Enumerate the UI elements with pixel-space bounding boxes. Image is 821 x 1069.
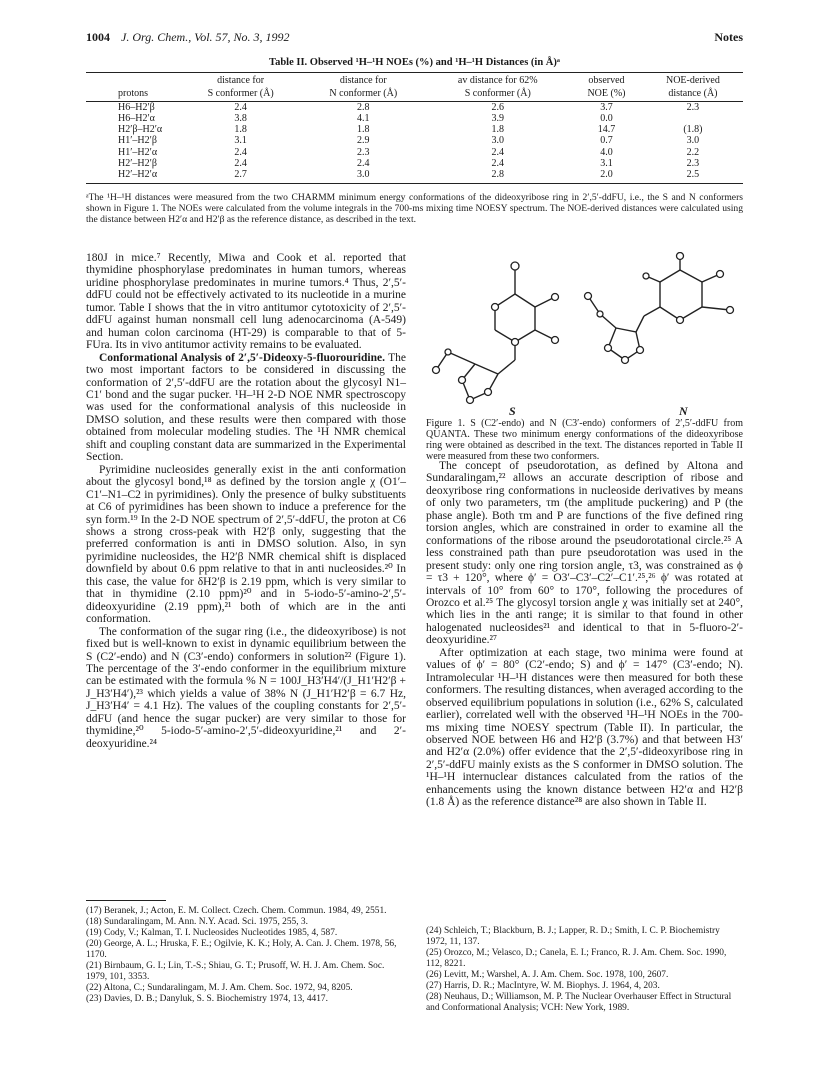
col-header: av distance for 62% bbox=[425, 73, 570, 88]
table-row bbox=[86, 101, 743, 113]
table-header-row-2 bbox=[86, 87, 743, 101]
value-cell: 2.3 bbox=[686, 101, 700, 113]
value-cell: 3.0 bbox=[301, 169, 425, 183]
col-header: N conformer (Å) bbox=[301, 87, 425, 101]
value-cell: 14.7 bbox=[597, 124, 616, 136]
reference: (27) Harris, D. R.; MacIntyre, W. M. Biophys. J. 1964, 4, 203. bbox=[426, 981, 660, 991]
section-heading: Conformational Analysis of 2′,5′-Dideoxy-5-fluorouridine. bbox=[99, 351, 385, 364]
table-row bbox=[86, 113, 743, 124]
value-cell: 1.8 bbox=[357, 124, 370, 136]
reference: (28) Neuhaus, D.; Williamson, M. P. The Nuclear Overhauser Effect in Structural and Conformational Analysis; VCH: New York, 1989. bbox=[426, 992, 732, 1013]
value-cell: 2.0 bbox=[570, 169, 643, 183]
col-header: S conformer (Å) bbox=[180, 87, 301, 101]
reference: (19) Cody, V.; Kalman, T. I. Nucleosides Nucleotides 1985, 4, 587. bbox=[86, 928, 338, 938]
value-cell: 2.4 bbox=[234, 146, 247, 158]
reference: (22) Altona, C.; Sundaralingam, M. J. Am. Chem. Soc. 1972, 94, 8205. bbox=[86, 983, 353, 993]
journal-citation: J. Org. Chem., Vol. 57, No. 3, 1992 bbox=[121, 30, 290, 44]
value-cell: 2.5 bbox=[643, 169, 743, 183]
table-body bbox=[86, 101, 743, 183]
value-cell: 2.7 bbox=[180, 169, 301, 183]
col-header: NOE (%) bbox=[570, 87, 643, 101]
figure-label-s: S bbox=[509, 404, 516, 418]
col-header: NOE-derived bbox=[643, 73, 743, 88]
figure-label-n: N bbox=[679, 404, 688, 418]
col-header: protons bbox=[86, 87, 180, 101]
value-cell: 3.1 bbox=[234, 135, 247, 147]
value-cell: (1.8) bbox=[683, 124, 703, 136]
col-header: distance for bbox=[301, 73, 425, 88]
value-cell: 0.0 bbox=[600, 112, 613, 124]
value-cell: 3.7 bbox=[600, 101, 613, 113]
proton-pair-cell: H1′–H2′α bbox=[118, 146, 158, 158]
proton-pair-cell: H2′–H2′α bbox=[86, 169, 180, 183]
proton-pair-cell: H1′–H2′β bbox=[118, 135, 157, 147]
paragraph bbox=[86, 352, 406, 464]
col-header: distance for bbox=[180, 73, 301, 88]
value-cell: 2.4 bbox=[491, 158, 504, 170]
paragraph: 180J in mice.⁷ Recently, Miwa and Cook et al. reported that thymidine phosphorylase predominates in human tumors, whereas uridine phosphorylase predominates in murine tumors.⁴ Thus, 2′,5′-ddFU could not be effectively activated to its nucleotide in a murine tumor. Table I shows that the in vitro antitumor cytotoxicity of 2′,5′-ddFU against human nonsmall cell lung adenocarcinoma (A-549) and human colon carcinoma (HT-29) is comparable to that of 5-FUra. Its in vivo antitumor activity remains to be evaluated. bbox=[86, 252, 406, 352]
table-header-row-1 bbox=[86, 73, 743, 88]
value-cell: 2.2 bbox=[686, 146, 700, 158]
header-left bbox=[86, 30, 290, 45]
right-column bbox=[426, 460, 743, 809]
footnote-rule bbox=[86, 900, 166, 901]
value-cell: 1.8 bbox=[234, 124, 247, 136]
proton-pair-cell: H2′–H2′β bbox=[118, 158, 157, 170]
table-row bbox=[86, 147, 743, 158]
col-header: observed bbox=[570, 73, 643, 88]
value-cell: 2.4 bbox=[234, 101, 247, 113]
reference: (21) Birnbaum, G. I.; Lin, T.-S.; Shiau, G. T.; Prusoff, W. H. J. Am. Chem. Soc. 1979, 101, 3353. bbox=[86, 961, 385, 982]
value-cell: 4.1 bbox=[357, 112, 370, 124]
value-cell: 3.1 bbox=[600, 158, 613, 170]
col-header bbox=[86, 73, 180, 88]
paragraph: The concept of pseudorotation, as defined by Altona and Sundaralingam,²² allows an accurate description of ribose and deoxyribose ring conformations in nucleoside derivatives by means of only two parameters, τm (the amplitude puckering) and P (the phase angle). Both τm and P are functions of the five defined ring torsion angles, which are constrained in order to examine all the conformations of the ribose around the pseudorotational circle.²⁵ A less constrained path than pure pseudorotation was used in the present study: only one ring torsion angle, τ3, was constrained as ϕ = τ3 + 120°, where ϕ′ = O3′–C3′–C2′–C1′.²⁵,²⁶ ϕ′ was rotated at intervals of 10° from 60° to 170°, following the procedures of Orozco et al.²⁵ The glycosyl torsion angle χ was initially set at 240°, which lies in the anti range; it is similar to that found in other halogenated nucleosides²¹ and identical to that in 5-fluoro-2′-deoxyuridine.²⁷ bbox=[426, 460, 743, 647]
value-cell: 2.3 bbox=[357, 146, 370, 158]
value-cell: 2.9 bbox=[357, 135, 370, 147]
references-right bbox=[426, 926, 743, 1014]
value-cell: 4.0 bbox=[600, 146, 613, 158]
table-row bbox=[86, 124, 743, 135]
reference: (23) Davies, D. B.; Danyluk, S. S. Biochemistry 1974, 13, 4417. bbox=[86, 994, 328, 1004]
table-row bbox=[86, 158, 743, 169]
proton-pair-cell: H6–H2′β bbox=[118, 101, 155, 113]
value-cell: 2.8 bbox=[357, 101, 370, 113]
paragraph: The conformation of the sugar ring (i.e., the dideoxyribose) is not fixed but is well-known to exist in dynamic equilibrium between the S (C2′-endo) and N (C3′-endo) conformers in solution²² (Figure 1). The percentage of the 3′-endo conformer in the equilibrium mixture can be estimated with the formula % N = 100J_H3′H4′/(J_H1′H2′β + J_H3′H4′),²³ which yields a value of 38% N (J_H1′H2′β = 6.7 Hz, J_H3′H4′ = 4.1 Hz). The values of the coupling constants for 2′,5′-ddFU (and hence the sugar pucker) are very similar to those for thymidine,²⁰ 5-iodo-5′-amino-2′,5′-dideoxyuridine,²¹ and 2′-deoxyuridine.²⁴ bbox=[86, 625, 406, 750]
references-left bbox=[86, 906, 406, 1005]
value-cell: 0.7 bbox=[600, 135, 613, 147]
value-cell: 1.8 bbox=[491, 124, 504, 136]
figure-caption: Figure 1. S (C2′-endo) and N (C3′-endo) conformers of 2′,5′-ddFU from QUANTA. These two minimum energy conformations of the dideoxyribose ring were obtained as described in the text. The distances reported in Table II were measured from these two conformers. bbox=[426, 418, 743, 463]
reference: (26) Levitt, M.; Warshel, A. J. Am. Chem. Soc. 1978, 100, 2607. bbox=[426, 970, 669, 980]
running-header bbox=[86, 30, 743, 50]
reference: (18) Sundaralingam, M. Ann. N.Y. Acad. Sci. 1975, 255, 3. bbox=[86, 917, 308, 927]
reference: (24) Schleich, T.; Blackburn, B. J.; Lapper, R. D.; Smith, I. C. P. Biochemistry 1972, 11, 137. bbox=[426, 926, 720, 947]
left-column bbox=[86, 252, 406, 750]
paragraph: After optimization at each stage, two minima were found at values of ϕ′ = 80° (C2′-endo; S) and ϕ′ = 147° (C3′-endo; N). Intramolecular ¹H–¹H distances were then measured for both these conformers. The resulting distances, when averaged according to the observed equilibrium populations in solution (i.e., 62% S, calculated earlier), correlated well with the observed ¹H–¹H NOEs in the 700-ms mixing time NOESY spectrum (Table II). In particular, the observed NOE between H6 and H2′β (3.7%) and that between H3′ and H2′α (2.0%) offer evidence that the 2′,5′-dideoxyribose ring in 2′,5′-ddFU mainly exists as the S conformer in DMSO solution. The ¹H–¹H internuclear distances calculated from the ratios of the enhancements using the known distance between H2′α and H2′β (1.8 Å) as the reference distance²⁸ are also shown in Table II. bbox=[426, 646, 743, 809]
noe-table bbox=[86, 72, 743, 184]
conformer-structures bbox=[420, 252, 750, 422]
value-cell: 2.4 bbox=[491, 146, 504, 158]
value-cell: 3.0 bbox=[491, 135, 504, 147]
reference: (25) Orozco, M.; Velasco, D.; Canela, E. I.; Franco, R. J. Am. Chem. Soc. 1990, 112, 8221. bbox=[426, 948, 727, 969]
table-title: Table II. Observed ¹H–¹H NOEs (%) and ¹H–¹H Distances (in Å)ᵃ bbox=[269, 57, 560, 68]
value-cell: 2.8 bbox=[425, 169, 570, 183]
s-conformer-structure bbox=[436, 270, 555, 400]
value-cell bbox=[643, 113, 743, 124]
proton-pair-cell: H6–H2′α bbox=[118, 112, 155, 124]
col-header: S conformer (Å) bbox=[425, 87, 570, 101]
figure-1 bbox=[420, 252, 750, 432]
reference: (17) Beranek, J.; Acton, E. M. Collect. Czech. Chem. Commun. 1984, 49, 2551. bbox=[86, 906, 387, 916]
value-cell: 3.8 bbox=[234, 112, 247, 124]
paragraph: Pyrimidine nucleosides generally exist in the anti conformation about the glycosyl bond,¹⁸ as defined by the torsion angle χ (O1′–C1′–N1–C2 in pyrimidines). Only the presence of bulky substituents at C6 of pyrimidines has been shown to induce a preference for the syn form.¹⁹ In the 2-D NOE spectrum of 2′,5′-ddFU, the proton at C6 shows a strong cross-peak with H2′β only, suggesting that the preferred conformation is anti in DMSO solution. Also, in syn pyrimidine nucleosides, the H2′β NMR chemical shift is displaced downfield by about 0.6 ppm relative to that in anti nucleosides.²⁰ In this case, the value for δH2′β is 2.19 ppm, which is very similar to that in thymidine (2.10 ppm)²⁰ and in 5-iodo-5′-amino-2′,5′-dideoxyuridine (2.19 ppm),²¹ both of which are in the anti conformation. bbox=[86, 463, 406, 626]
page-number: 1004 bbox=[86, 30, 110, 44]
col-header: distance (Å) bbox=[643, 87, 743, 101]
section-label: Notes bbox=[714, 30, 743, 44]
paragraph-text: The two most important factors to be considered in discussing the conformation of 2′,5′-ddFU are the rotation about the glycosyl N1–C1′ bond and the sugar pucker. ¹H–¹H 2-D NOE NMR spectroscopy was used for the conformational analysis of this nucleoside in DMSO solution, and these results were then compared with those obtained from molecular modeling studies. The ¹H NMR chemical shift and coupling constant data are summarized in the Experimental Section. bbox=[86, 351, 406, 464]
value-cell: 3.9 bbox=[491, 112, 504, 124]
value-cell: 3.0 bbox=[686, 135, 700, 147]
value-cell: 2.3 bbox=[686, 158, 700, 170]
value-cell: 2.6 bbox=[491, 101, 504, 113]
table-row bbox=[86, 135, 743, 146]
value-cell: 2.4 bbox=[234, 158, 247, 170]
table-row bbox=[86, 169, 743, 183]
reference: (20) George, A. L.; Hruska, F. E.; Ogilvie, K. K.; Holy, A. Can. J. Chem. 1978, 56, 1170. bbox=[86, 939, 397, 960]
value-cell: 2.4 bbox=[357, 158, 370, 170]
proton-pair-cell: H2′β–H2′α bbox=[118, 124, 163, 136]
table-footnote: ᵃThe ¹H–¹H distances were measured from the two CHARMM minimum energy conformations of the dideoxyribose ring in 2′,5′-ddFU, i.e., the S and N conformers shown in Figure 1. The NOEs were calculated from the volume integrals in the 700-ms mixing time NOESY spectrum. The NOE-derived distances were calculated using the distance between H2′α and H2′β as the reference distance, as described in the text. bbox=[86, 192, 743, 226]
